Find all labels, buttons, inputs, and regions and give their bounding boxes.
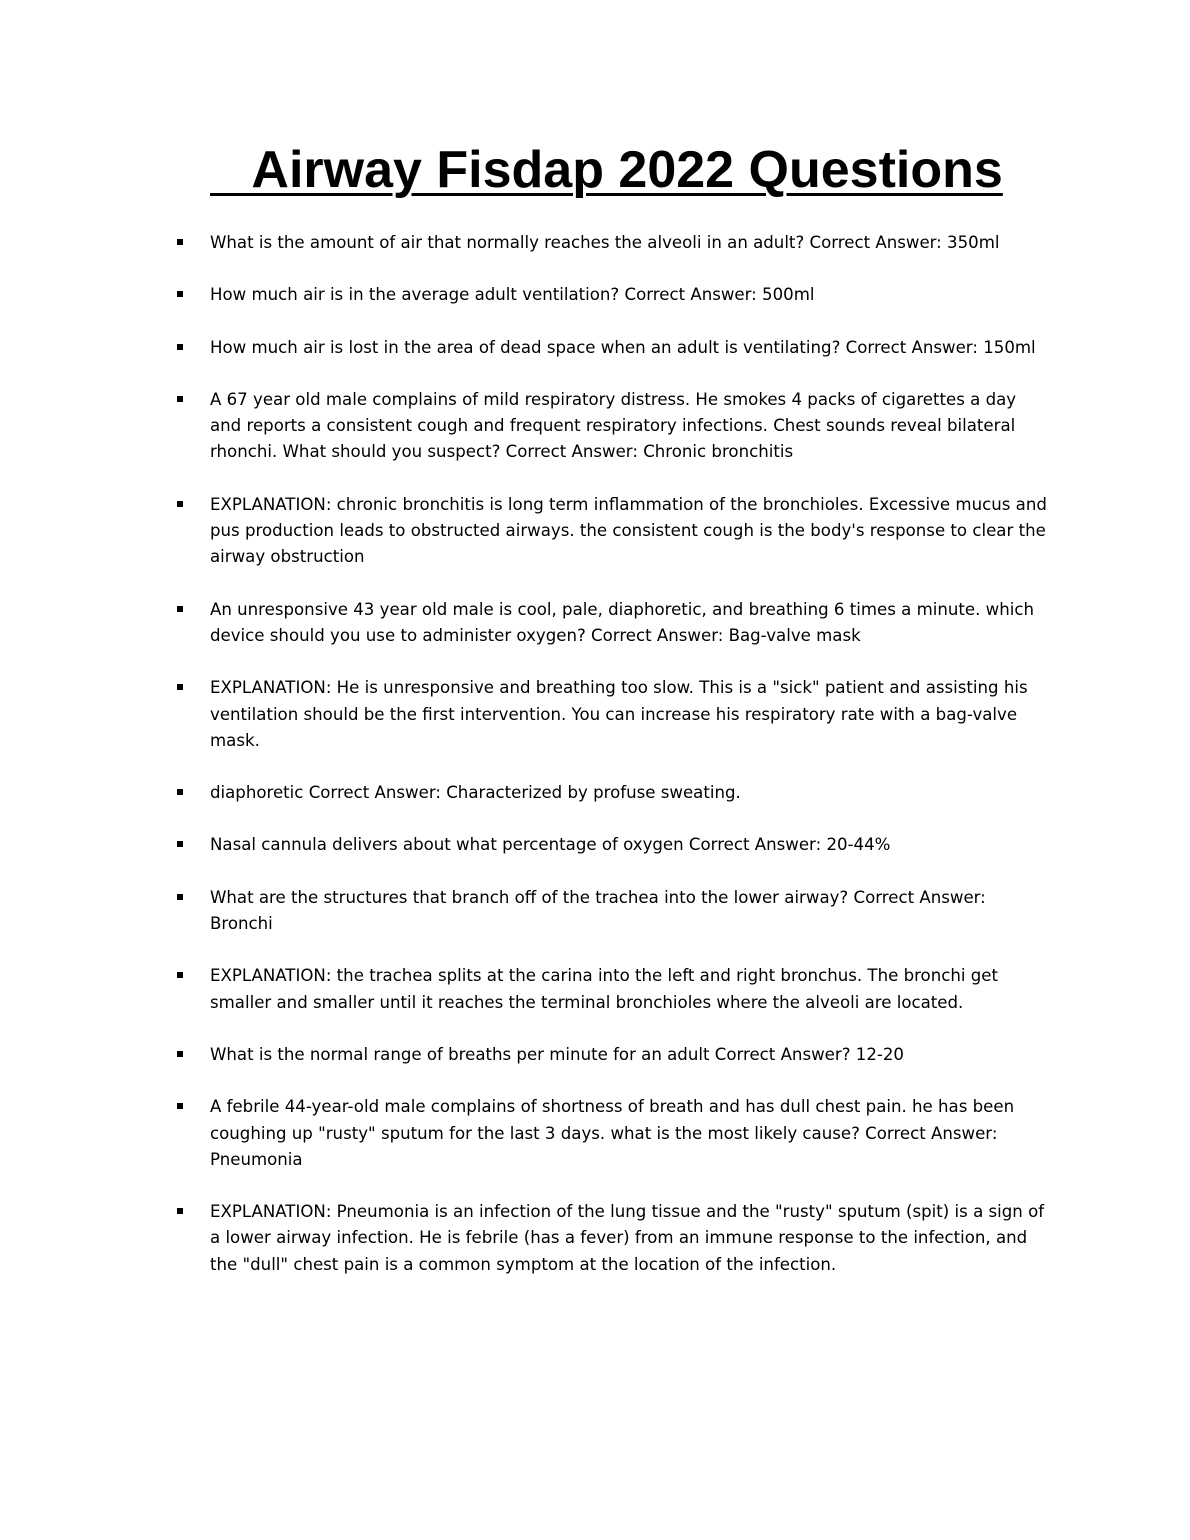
bullet-icon	[177, 1208, 183, 1214]
bullet-icon	[177, 239, 183, 245]
list-item	[0, 492, 1050, 571]
explanation-text: EXPLANATION: the trachea splits at the carina into the left and right bronchus. The bronchi get smaller and smaller until it reaches the terminal bronchioles where the alveoli are located.	[210, 966, 998, 1012]
question-text: A 67 year old male complains of mild respiratory distress. He smokes 4 packs of cigarettes a day and reports a consistent cough and frequent respiratory infections. Chest sounds reveal bilateral rhonchi. What should you suspect? Correct Answer: Chronic bronchitis	[210, 389, 1017, 462]
bullet-icon	[177, 606, 183, 612]
bullet-icon	[177, 972, 183, 978]
explanation-text: EXPLANATION: chronic bronchitis is long term inflammation of the bronchioles. Excessive mucus and pus production leads to obstructed airways. the consistent cough is the body's response to clear the airway obstruction	[210, 494, 1047, 567]
bullet-icon	[177, 684, 183, 690]
bullet-icon	[177, 841, 183, 847]
list-item	[0, 597, 1050, 650]
bullet-icon	[177, 1103, 183, 1109]
list-item	[0, 1094, 1050, 1173]
bullet-icon	[177, 501, 183, 507]
page-title: Airway Fisdap 2022 Questions	[210, 141, 1003, 199]
list-item	[0, 963, 1050, 1016]
list-item	[0, 832, 1050, 858]
bullet-icon	[177, 789, 183, 795]
list-item	[0, 780, 1050, 806]
question-text: Nasal cannula delivers about what percentage of oxygen Correct Answer: 20-44%	[210, 835, 891, 855]
list-item	[0, 282, 1050, 308]
question-text: What is the normal range of breaths per minute for an adult Correct Answer? 12-20	[210, 1044, 904, 1064]
list-item	[0, 387, 1050, 466]
question-text: What is the amount of air that normally reaches the alveoli in an adult? Correct Answer: 350ml	[210, 233, 1000, 252]
list-item	[0, 1042, 1050, 1068]
list-item	[0, 1199, 1050, 1278]
bullet-icon	[177, 344, 183, 350]
question-text: A febrile 44-year-old male complains of shortness of breath and has dull chest pain. he has been coughing up "rusty" sputum for the last 3 days. what is the most likely cause? Correct Answer: Pneumonia	[210, 1097, 1015, 1169]
list-item	[0, 885, 1050, 938]
explanation-text: EXPLANATION: Pneumonia is an infection of the lung tissue and the "rusty" sputum (spit) is a sign of a lower airway infection. He is febrile (has a fever) from an immune response to the infection, and the "dull" chest pain is a common symptom at the location of the infection.	[210, 1202, 1045, 1274]
question-text: An unresponsive 43 year old male is cool, pale, diaphoretic, and breathing 6 times a minute. which device should you use to administer oxygen? Correct Answer: Bag-valve mask	[210, 599, 1035, 645]
explanation-text: EXPLANATION: He is unresponsive and breathing too slow. This is a "sick" patient and assisting his ventilation should be the first intervention. You can increase his respiratory rate with a bag-valve mask.	[210, 678, 1028, 750]
bullet-icon	[177, 1051, 183, 1057]
list-item	[0, 230, 1050, 256]
question-list	[0, 230, 1190, 1304]
question-text: What are the structures that branch off of the trachea into the lower airway? Correct Answer: Bronchi	[210, 887, 986, 934]
question-text: How much air is in the average adult ventilation? Correct Answer: 500ml	[210, 285, 815, 305]
bullet-icon	[177, 894, 183, 900]
question-text: diaphoretic Correct Answer: Characterized by profuse sweating.	[210, 783, 741, 803]
list-item	[0, 335, 1050, 361]
list-item	[0, 675, 1050, 754]
bullet-icon	[177, 396, 183, 402]
bullet-icon	[177, 291, 183, 297]
question-text: How much air is lost in the area of dead space when an adult is ventilating? Correct Answer: 150ml	[210, 337, 1036, 357]
